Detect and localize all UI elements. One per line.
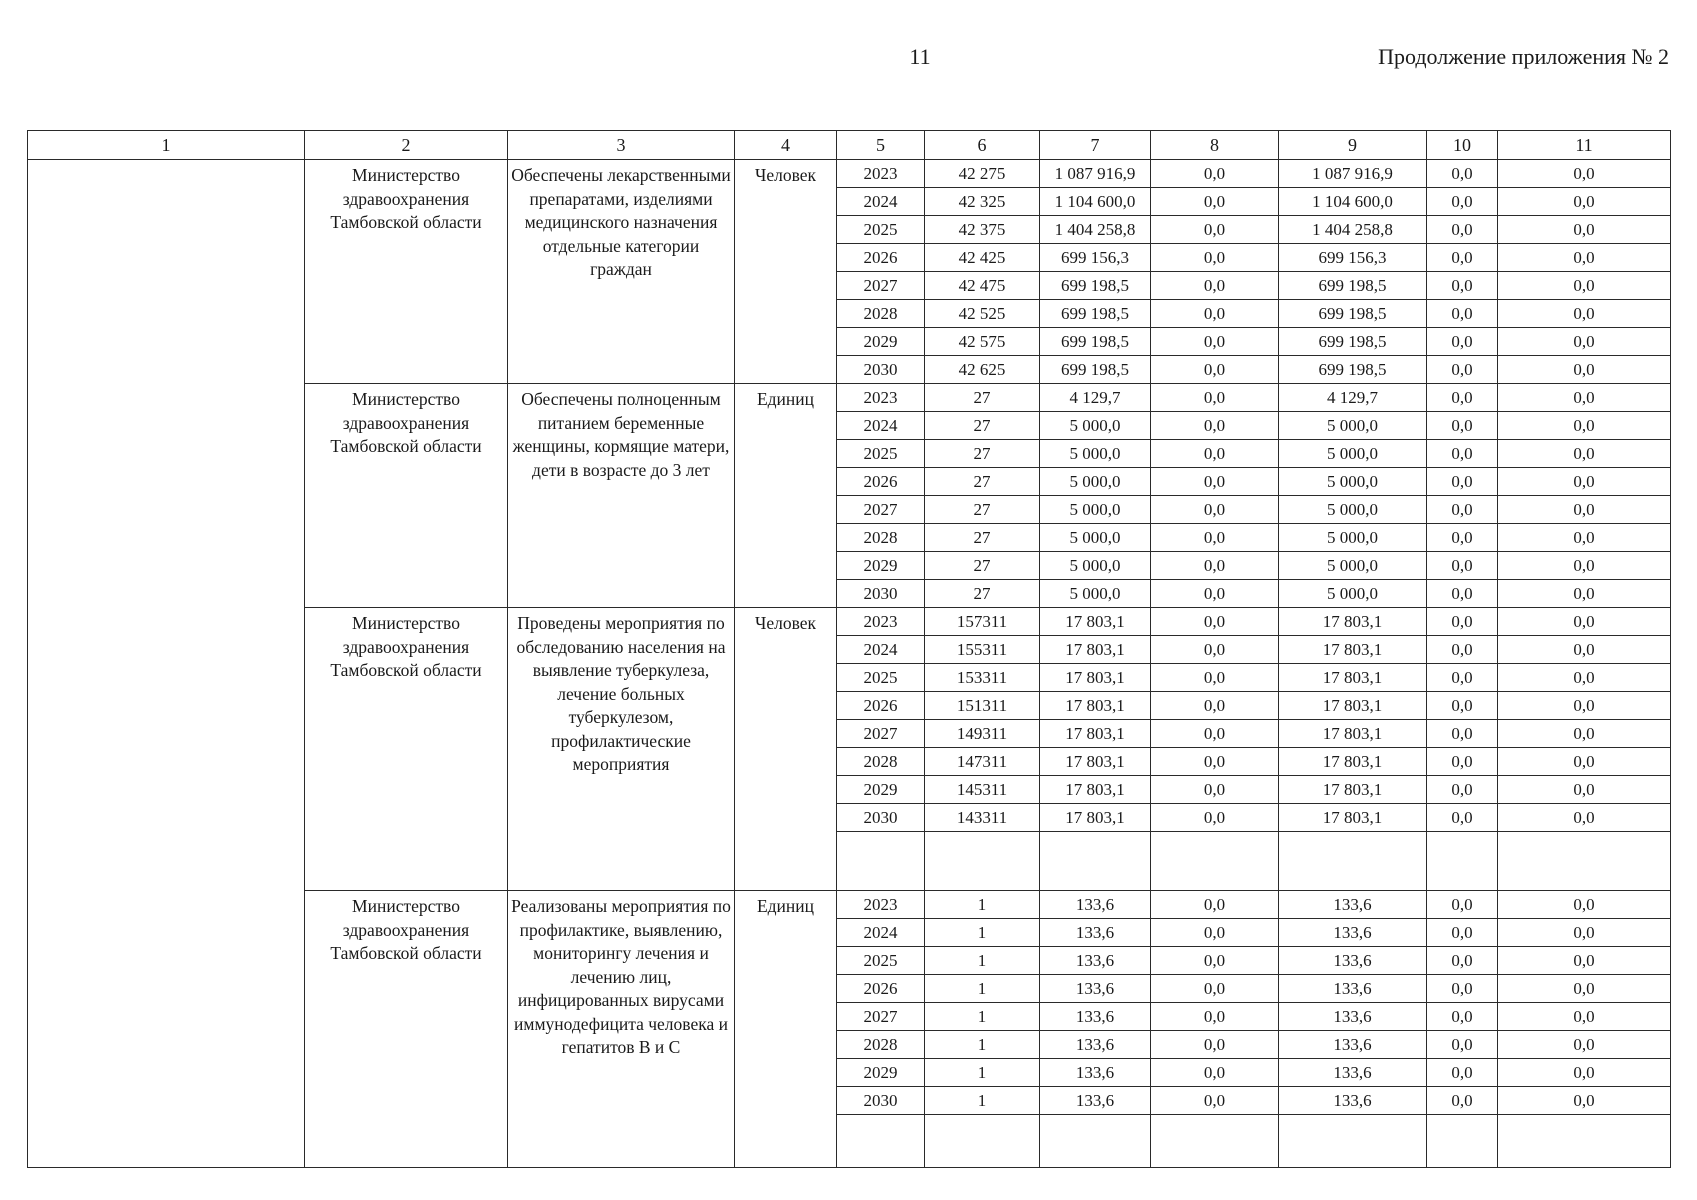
amount-cell: 0,0 xyxy=(1498,384,1671,412)
value-cell: 42 375 xyxy=(925,216,1040,244)
amount-cell: 133,6 xyxy=(1040,1087,1151,1115)
value-cell: 151311 xyxy=(925,692,1040,720)
amount-cell: 133,6 xyxy=(1279,975,1427,1003)
amount-cell: 0,0 xyxy=(1151,160,1279,188)
amount-cell: 0,0 xyxy=(1151,244,1279,272)
amount-cell: 0,0 xyxy=(1498,804,1671,832)
amount-cell: 5 000,0 xyxy=(1040,552,1151,580)
value-cell: 1 xyxy=(925,1087,1040,1115)
amount-cell: 17 803,1 xyxy=(1040,692,1151,720)
amount-cell: 0,0 xyxy=(1151,468,1279,496)
amount-cell: 133,6 xyxy=(1279,1059,1427,1087)
amount-cell: 133,6 xyxy=(1040,1031,1151,1059)
amount-cell: 699 198,5 xyxy=(1040,328,1151,356)
value-cell: 1 xyxy=(925,891,1040,919)
empty-cell xyxy=(1498,1115,1671,1168)
amount-cell: 0,0 xyxy=(1427,160,1498,188)
amount-cell: 1 404 258,8 xyxy=(1279,216,1427,244)
ministry-cell: Министерство здравоохранения Тамбовской области xyxy=(305,160,508,384)
amount-cell: 0,0 xyxy=(1151,216,1279,244)
amount-cell: 0,0 xyxy=(1427,692,1498,720)
amount-cell: 0,0 xyxy=(1498,1087,1671,1115)
amount-cell: 0,0 xyxy=(1151,919,1279,947)
amount-cell: 17 803,1 xyxy=(1040,664,1151,692)
amount-cell: 0,0 xyxy=(1498,919,1671,947)
column-number: 10 xyxy=(1427,131,1498,160)
column-1-empty-cell xyxy=(28,160,305,1168)
amount-cell: 0,0 xyxy=(1151,692,1279,720)
amount-cell: 0,0 xyxy=(1498,440,1671,468)
value-cell: 1 xyxy=(925,975,1040,1003)
amount-cell: 0,0 xyxy=(1498,300,1671,328)
amount-cell: 5 000,0 xyxy=(1279,496,1427,524)
amount-cell: 0,0 xyxy=(1427,328,1498,356)
amount-cell: 0,0 xyxy=(1151,188,1279,216)
amount-cell: 133,6 xyxy=(1040,1059,1151,1087)
amount-cell: 0,0 xyxy=(1427,608,1498,636)
empty-cell xyxy=(837,832,925,891)
amount-cell: 699 198,5 xyxy=(1279,272,1427,300)
column-number: 9 xyxy=(1279,131,1427,160)
year-cell: 2023 xyxy=(837,891,925,919)
amount-cell: 133,6 xyxy=(1279,1003,1427,1031)
amount-cell: 17 803,1 xyxy=(1279,748,1427,776)
year-cell: 2028 xyxy=(837,524,925,552)
year-cell: 2028 xyxy=(837,748,925,776)
value-cell: 42 475 xyxy=(925,272,1040,300)
amount-cell: 0,0 xyxy=(1498,1003,1671,1031)
amount-cell: 0,0 xyxy=(1427,919,1498,947)
amount-cell: 0,0 xyxy=(1427,776,1498,804)
amount-cell: 0,0 xyxy=(1151,496,1279,524)
amount-cell: 699 198,5 xyxy=(1040,356,1151,384)
amount-cell: 699 198,5 xyxy=(1279,356,1427,384)
amount-cell: 0,0 xyxy=(1427,975,1498,1003)
value-cell: 1 xyxy=(925,919,1040,947)
value-cell: 27 xyxy=(925,468,1040,496)
column-number: 11 xyxy=(1498,131,1671,160)
ministry-cell: Министерство здравоохранения Тамбовской области xyxy=(305,384,508,608)
column-number: 2 xyxy=(305,131,508,160)
ministry-cell: Министерство здравоохранения Тамбовской области xyxy=(305,608,508,891)
amount-cell: 0,0 xyxy=(1498,720,1671,748)
amount-cell: 699 198,5 xyxy=(1040,300,1151,328)
year-cell: 2029 xyxy=(837,776,925,804)
empty-cell xyxy=(1040,832,1151,891)
amount-cell: 5 000,0 xyxy=(1040,496,1151,524)
value-cell: 149311 xyxy=(925,720,1040,748)
amount-cell: 0,0 xyxy=(1498,412,1671,440)
amount-cell: 0,0 xyxy=(1498,160,1671,188)
amount-cell: 0,0 xyxy=(1151,636,1279,664)
amount-cell: 0,0 xyxy=(1427,356,1498,384)
year-cell: 2024 xyxy=(837,919,925,947)
amount-cell: 0,0 xyxy=(1151,440,1279,468)
amount-cell: 0,0 xyxy=(1151,300,1279,328)
empty-cell xyxy=(1427,1115,1498,1168)
empty-cell xyxy=(837,1115,925,1168)
amount-cell: 0,0 xyxy=(1151,580,1279,608)
data-table xyxy=(27,130,1671,1168)
table-body xyxy=(28,160,1671,1168)
empty-cell xyxy=(925,832,1040,891)
amount-cell: 0,0 xyxy=(1498,496,1671,524)
amount-cell: 0,0 xyxy=(1427,947,1498,975)
amount-cell: 17 803,1 xyxy=(1040,776,1151,804)
unit-cell: Человек xyxy=(735,160,837,384)
amount-cell: 0,0 xyxy=(1427,636,1498,664)
ministry-cell: Министерство здравоохранения Тамбовской области xyxy=(305,891,508,1168)
year-cell: 2025 xyxy=(837,664,925,692)
value-cell: 147311 xyxy=(925,748,1040,776)
year-cell: 2029 xyxy=(837,1059,925,1087)
year-cell: 2030 xyxy=(837,356,925,384)
column-number: 4 xyxy=(735,131,837,160)
amount-cell: 17 803,1 xyxy=(1279,692,1427,720)
amount-cell: 0,0 xyxy=(1427,524,1498,552)
amount-cell: 17 803,1 xyxy=(1040,748,1151,776)
unit-cell: Единиц xyxy=(735,384,837,608)
amount-cell: 0,0 xyxy=(1151,412,1279,440)
amount-cell: 0,0 xyxy=(1427,891,1498,919)
year-cell: 2025 xyxy=(837,216,925,244)
amount-cell: 0,0 xyxy=(1427,440,1498,468)
amount-cell: 0,0 xyxy=(1151,664,1279,692)
year-cell: 2024 xyxy=(837,412,925,440)
amount-cell: 0,0 xyxy=(1151,1003,1279,1031)
amount-cell: 5 000,0 xyxy=(1040,412,1151,440)
empty-cell xyxy=(925,1115,1040,1168)
value-cell: 1 xyxy=(925,1059,1040,1087)
amount-cell: 0,0 xyxy=(1498,356,1671,384)
amount-cell: 0,0 xyxy=(1498,947,1671,975)
amount-cell: 17 803,1 xyxy=(1040,720,1151,748)
amount-cell: 0,0 xyxy=(1151,1059,1279,1087)
value-cell: 27 xyxy=(925,496,1040,524)
value-cell: 27 xyxy=(925,524,1040,552)
amount-cell: 0,0 xyxy=(1151,947,1279,975)
amount-cell: 0,0 xyxy=(1427,1087,1498,1115)
amount-cell: 0,0 xyxy=(1427,496,1498,524)
value-cell: 42 325 xyxy=(925,188,1040,216)
empty-cell xyxy=(1151,1115,1279,1168)
unit-cell: Единиц xyxy=(735,891,837,1168)
result-cell: Реализованы мероприятия по профилактике, выявлению, мониторингу лечения и лечению лиц, инфицированных вирусами иммунодефицита человека и гепатитов В и С xyxy=(508,891,735,1168)
year-cell: 2030 xyxy=(837,804,925,832)
amount-cell: 0,0 xyxy=(1151,356,1279,384)
amount-cell: 0,0 xyxy=(1427,804,1498,832)
appendix-note: Продолжение приложения № 2 xyxy=(1378,44,1669,69)
year-cell: 2029 xyxy=(837,328,925,356)
year-cell: 2027 xyxy=(837,720,925,748)
amount-cell: 0,0 xyxy=(1427,468,1498,496)
amount-cell: 5 000,0 xyxy=(1279,580,1427,608)
column-number: 3 xyxy=(508,131,735,160)
amount-cell: 0,0 xyxy=(1498,664,1671,692)
amount-cell: 5 000,0 xyxy=(1279,412,1427,440)
amount-cell: 0,0 xyxy=(1427,384,1498,412)
value-cell: 27 xyxy=(925,440,1040,468)
amount-cell: 5 000,0 xyxy=(1279,468,1427,496)
table-row xyxy=(28,160,1671,188)
year-cell: 2023 xyxy=(837,160,925,188)
amount-cell: 1 087 916,9 xyxy=(1279,160,1427,188)
value-cell: 42 275 xyxy=(925,160,1040,188)
amount-cell: 0,0 xyxy=(1427,748,1498,776)
value-cell: 153311 xyxy=(925,664,1040,692)
year-cell: 2027 xyxy=(837,1003,925,1031)
amount-cell: 0,0 xyxy=(1498,776,1671,804)
amount-cell: 5 000,0 xyxy=(1040,580,1151,608)
amount-cell: 699 198,5 xyxy=(1279,300,1427,328)
amount-cell: 0,0 xyxy=(1151,804,1279,832)
amount-cell: 0,0 xyxy=(1151,720,1279,748)
page-number: 11 xyxy=(909,44,931,69)
amount-cell: 17 803,1 xyxy=(1279,804,1427,832)
amount-cell: 0,0 xyxy=(1498,216,1671,244)
amount-cell: 1 104 600,0 xyxy=(1279,188,1427,216)
empty-cell xyxy=(1279,832,1427,891)
column-number-row xyxy=(28,131,1671,160)
empty-cell xyxy=(1151,832,1279,891)
amount-cell: 133,6 xyxy=(1040,919,1151,947)
year-cell: 2028 xyxy=(837,1031,925,1059)
amount-cell: 17 803,1 xyxy=(1279,776,1427,804)
year-cell: 2026 xyxy=(837,244,925,272)
amount-cell: 0,0 xyxy=(1498,608,1671,636)
amount-cell: 0,0 xyxy=(1498,524,1671,552)
amount-cell: 0,0 xyxy=(1427,664,1498,692)
year-cell: 2029 xyxy=(837,552,925,580)
year-cell: 2023 xyxy=(837,384,925,412)
amount-cell: 133,6 xyxy=(1040,947,1151,975)
amount-cell: 0,0 xyxy=(1498,328,1671,356)
amount-cell: 0,0 xyxy=(1427,412,1498,440)
amount-cell: 0,0 xyxy=(1498,580,1671,608)
value-cell: 27 xyxy=(925,412,1040,440)
amount-cell: 17 803,1 xyxy=(1279,720,1427,748)
amount-cell: 0,0 xyxy=(1498,272,1671,300)
amount-cell: 0,0 xyxy=(1151,776,1279,804)
value-cell: 27 xyxy=(925,580,1040,608)
year-cell: 2025 xyxy=(837,947,925,975)
amount-cell: 699 156,3 xyxy=(1040,244,1151,272)
value-cell: 143311 xyxy=(925,804,1040,832)
unit-cell: Человек xyxy=(735,608,837,891)
amount-cell: 4 129,7 xyxy=(1040,384,1151,412)
amount-cell: 0,0 xyxy=(1151,524,1279,552)
value-cell: 157311 xyxy=(925,608,1040,636)
amount-cell: 0,0 xyxy=(1151,272,1279,300)
amount-cell: 0,0 xyxy=(1427,1059,1498,1087)
year-cell: 2027 xyxy=(837,496,925,524)
value-cell: 1 xyxy=(925,1003,1040,1031)
result-cell: Обеспечены лекарственными препаратами, изделиями медицинского назначения отдельные категории граждан xyxy=(508,160,735,384)
amount-cell: 0,0 xyxy=(1427,272,1498,300)
amount-cell: 17 803,1 xyxy=(1040,804,1151,832)
amount-cell: 0,0 xyxy=(1498,1031,1671,1059)
year-cell: 2026 xyxy=(837,468,925,496)
amount-cell: 5 000,0 xyxy=(1040,440,1151,468)
year-cell: 2026 xyxy=(837,975,925,1003)
amount-cell: 4 129,7 xyxy=(1279,384,1427,412)
amount-cell: 5 000,0 xyxy=(1279,552,1427,580)
amount-cell: 17 803,1 xyxy=(1040,636,1151,664)
amount-cell: 0,0 xyxy=(1427,188,1498,216)
amount-cell: 0,0 xyxy=(1427,580,1498,608)
amount-cell: 0,0 xyxy=(1498,468,1671,496)
amount-cell: 133,6 xyxy=(1040,975,1151,1003)
year-cell: 2023 xyxy=(837,608,925,636)
year-cell: 2024 xyxy=(837,188,925,216)
empty-cell xyxy=(1498,832,1671,891)
value-cell: 145311 xyxy=(925,776,1040,804)
amount-cell: 133,6 xyxy=(1040,891,1151,919)
year-cell: 2025 xyxy=(837,440,925,468)
amount-cell: 0,0 xyxy=(1498,748,1671,776)
value-cell: 42 575 xyxy=(925,328,1040,356)
amount-cell: 0,0 xyxy=(1498,244,1671,272)
amount-cell: 5 000,0 xyxy=(1279,440,1427,468)
amount-cell: 0,0 xyxy=(1498,1059,1671,1087)
amount-cell: 0,0 xyxy=(1498,636,1671,664)
value-cell: 42 425 xyxy=(925,244,1040,272)
column-number: 6 xyxy=(925,131,1040,160)
amount-cell: 0,0 xyxy=(1151,891,1279,919)
amount-cell: 0,0 xyxy=(1498,692,1671,720)
amount-cell: 17 803,1 xyxy=(1279,608,1427,636)
value-cell: 27 xyxy=(925,552,1040,580)
amount-cell: 17 803,1 xyxy=(1279,636,1427,664)
amount-cell: 0,0 xyxy=(1151,608,1279,636)
amount-cell: 133,6 xyxy=(1279,1031,1427,1059)
year-cell: 2030 xyxy=(837,1087,925,1115)
value-cell: 42 525 xyxy=(925,300,1040,328)
amount-cell: 133,6 xyxy=(1279,947,1427,975)
year-cell: 2026 xyxy=(837,692,925,720)
column-number: 7 xyxy=(1040,131,1151,160)
amount-cell: 1 104 600,0 xyxy=(1040,188,1151,216)
amount-cell: 17 803,1 xyxy=(1040,608,1151,636)
amount-cell: 0,0 xyxy=(1151,748,1279,776)
amount-cell: 0,0 xyxy=(1427,552,1498,580)
amount-cell: 0,0 xyxy=(1151,552,1279,580)
amount-cell: 133,6 xyxy=(1279,919,1427,947)
amount-cell: 0,0 xyxy=(1427,720,1498,748)
amount-cell: 0,0 xyxy=(1427,1031,1498,1059)
empty-cell xyxy=(1040,1115,1151,1168)
amount-cell: 0,0 xyxy=(1427,1003,1498,1031)
amount-cell: 5 000,0 xyxy=(1040,468,1151,496)
value-cell: 155311 xyxy=(925,636,1040,664)
amount-cell: 17 803,1 xyxy=(1279,664,1427,692)
amount-cell: 0,0 xyxy=(1498,188,1671,216)
year-cell: 2024 xyxy=(837,636,925,664)
amount-cell: 133,6 xyxy=(1279,891,1427,919)
amount-cell: 0,0 xyxy=(1151,1087,1279,1115)
value-cell: 1 xyxy=(925,947,1040,975)
amount-cell: 0,0 xyxy=(1427,300,1498,328)
amount-cell: 133,6 xyxy=(1040,1003,1151,1031)
value-cell: 1 xyxy=(925,1031,1040,1059)
amount-cell: 0,0 xyxy=(1498,891,1671,919)
column-number: 8 xyxy=(1151,131,1279,160)
column-number: 5 xyxy=(837,131,925,160)
amount-cell: 0,0 xyxy=(1498,975,1671,1003)
amount-cell: 0,0 xyxy=(1151,1031,1279,1059)
amount-cell: 0,0 xyxy=(1151,975,1279,1003)
year-cell: 2030 xyxy=(837,580,925,608)
year-cell: 2027 xyxy=(837,272,925,300)
year-cell: 2028 xyxy=(837,300,925,328)
empty-cell xyxy=(1279,1115,1427,1168)
amount-cell: 133,6 xyxy=(1279,1087,1427,1115)
amount-cell: 699 198,5 xyxy=(1279,328,1427,356)
column-number: 1 xyxy=(28,131,305,160)
amount-cell: 0,0 xyxy=(1427,216,1498,244)
result-cell: Обеспечены полноценным питанием беременные женщины, кормящие матери, дети в возрасте до 3 лет xyxy=(508,384,735,608)
amount-cell: 0,0 xyxy=(1427,244,1498,272)
amount-cell: 699 198,5 xyxy=(1040,272,1151,300)
value-cell: 27 xyxy=(925,384,1040,412)
amount-cell: 1 404 258,8 xyxy=(1040,216,1151,244)
amount-cell: 5 000,0 xyxy=(1279,524,1427,552)
amount-cell: 0,0 xyxy=(1151,328,1279,356)
amount-cell: 0,0 xyxy=(1498,552,1671,580)
amount-cell: 699 156,3 xyxy=(1279,244,1427,272)
amount-cell: 1 087 916,9 xyxy=(1040,160,1151,188)
result-cell: Проведены мероприятия по обследованию населения на выявление туберкулеза, лечение больных туберкулезом, профилактические мероприятия xyxy=(508,608,735,891)
empty-cell xyxy=(1427,832,1498,891)
amount-cell: 5 000,0 xyxy=(1040,524,1151,552)
amount-cell: 0,0 xyxy=(1151,384,1279,412)
value-cell: 42 625 xyxy=(925,356,1040,384)
